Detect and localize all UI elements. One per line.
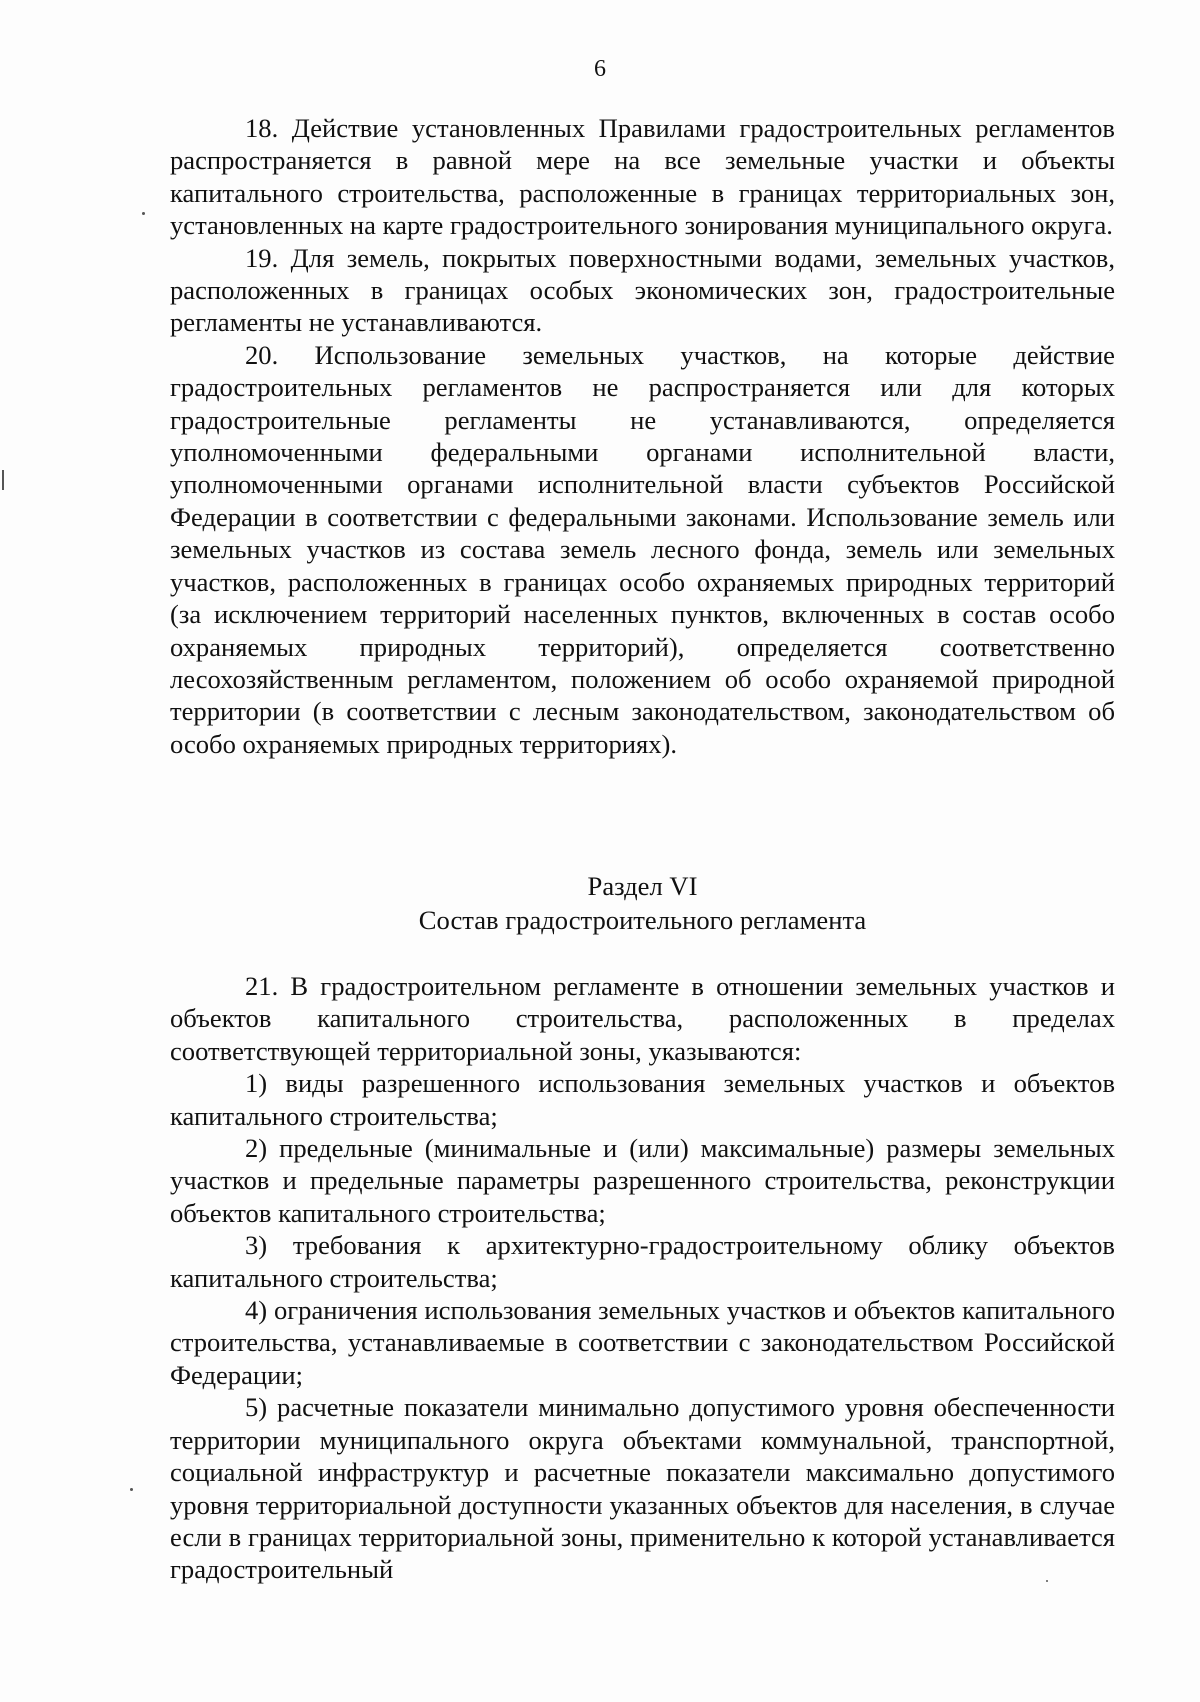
section-heading [170, 869, 1115, 937]
section-number: Раздел VI [587, 871, 698, 901]
scan-speck [130, 1488, 133, 1491]
list-item-4: 4) ограничения использования земельных участков и объектов капитального строительства, устанавливаемые в соответствии с законодательством Российской Федерации; [170, 1295, 1115, 1390]
section-title: Состав градостроительного регламента [418, 905, 867, 935]
list-item-3: 3) требования к архитектурно-градостроительному облику объектов капитального строительства; [170, 1230, 1115, 1293]
body-text-after-section [170, 970, 1115, 1586]
page-number: 6 [594, 56, 606, 82]
body-text-before-section [170, 112, 1115, 760]
list-item-5: 5) расчетные показатели минимально допустимого уровня обеспеченности территории муниципального округа объектами коммунальной, транспортной, социальной инфраструктур и расчетные показатели максимально допустимого уровня территориальной доступности указанных объектов для населения, в случае если в границах территориальной зоны, применительно к которой устанавливается градостроительный [170, 1392, 1115, 1585]
scan-speck [2, 470, 4, 490]
list-item-1: 1) виды разрешенного использования земельных участков и объектов капитального строительства; [170, 1068, 1115, 1131]
paragraph-21: 21. В градостроительном регламенте в отношении земельных участков и объектов капитального строительства, расположенных в пределах соответствующей территориальной зоны, указываются: [170, 971, 1115, 1066]
scan-speck [142, 212, 145, 215]
scan-speck [1046, 1580, 1048, 1582]
paragraph-20: 20. Использование земельных участков, на которые действие градостроительных регламентов не распространяется или для которых градостроительные регламенты не устанавливаются, определяется уполномоченными федеральными органами исполнительной власти, уполномоченными органами исполнительной власти субъектов Российской Федерации в соответствии с федеральными законами. Использование земель или земельных участков из состава земель лесного фонда, земель или земельных участков, расположенных в границах особо охраняемых природных территорий (за исключением территорий населенных пунктов, включенных в состав особо охраняемых природных территорий), определяется соответственно лесохозяйственным регламентом, положением об особо охраняемой природной территории (в соответствии с лесным законодательством, законодательством об особо охраняемых природных территориях). [170, 339, 1115, 759]
list-item-2: 2) предельные (минимальные и (или) максимальные) размеры земельных участков и предельные параметры разрешенного строительства, реконструкции объектов капитального строительства; [170, 1133, 1115, 1228]
paragraph-19: 19. Для земель, покрытых поверхностными водами, земельных участков, расположенных в границах особых экономических зон, градостроительные регламенты не устанавливаются. [170, 242, 1115, 338]
paragraph-18: 18. Действие установленных Правилами градостроительных регламентов распространяется в равной мере на все земельные участки и объекты капитального строительства, расположенные в границах территориальных зон, установленных на карте градостроительного зонирования муниципального округа. [170, 113, 1115, 241]
